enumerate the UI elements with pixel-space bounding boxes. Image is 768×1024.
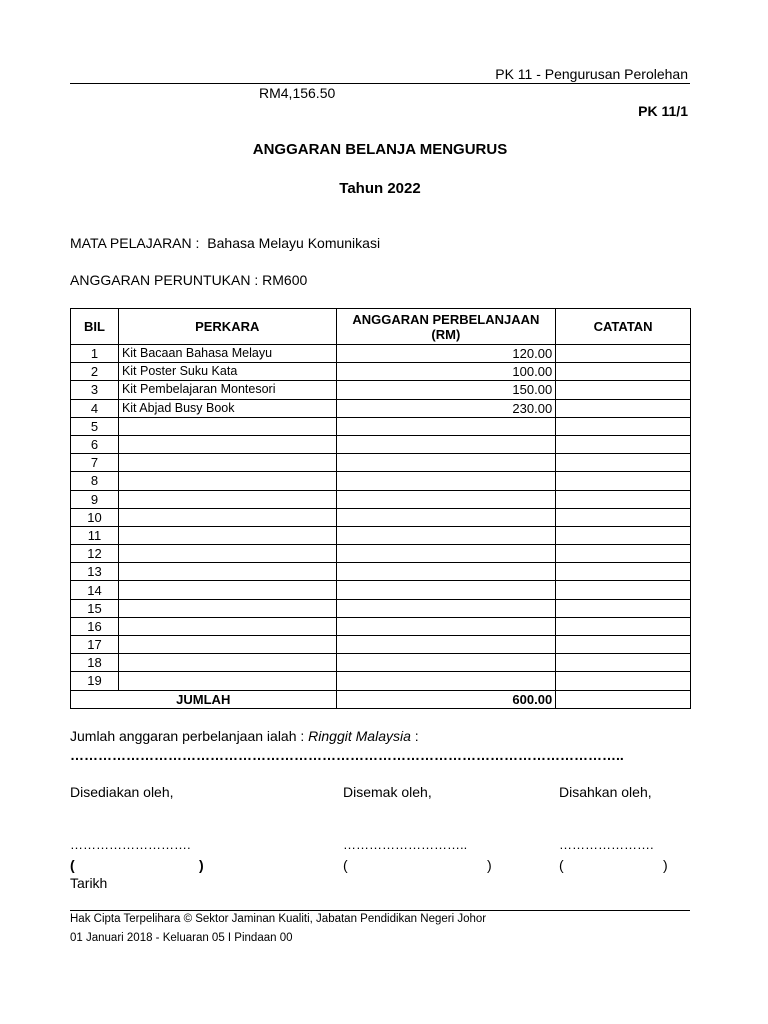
row-perkara — [118, 636, 336, 654]
row-bil: 18 — [71, 654, 119, 672]
signature-checked-label: Disemak oleh, — [343, 784, 432, 800]
summary-currency: Ringgit Malaysia — [308, 728, 411, 744]
signature-checked-paren-close: ) — [487, 857, 492, 873]
allocation-value: RM600 — [262, 272, 308, 288]
row-perkara — [118, 654, 336, 672]
table-row — [71, 435, 691, 453]
row-amount: 230.00 — [336, 399, 556, 417]
row-catatan — [556, 581, 691, 599]
row-perkara: Kit Pembelajaran Montesori — [118, 381, 336, 399]
header-anggaran-line2: (RM) — [431, 326, 461, 342]
row-bil: 16 — [71, 617, 119, 635]
allocation-field — [70, 272, 307, 288]
amount-note: RM4,156.50 — [259, 85, 336, 101]
row-amount — [336, 490, 556, 508]
row-bil: 7 — [71, 454, 119, 472]
header-divider — [70, 83, 690, 84]
row-catatan — [556, 454, 691, 472]
row-catatan — [556, 435, 691, 453]
row-catatan — [556, 636, 691, 654]
table-row — [71, 654, 691, 672]
document-year: Tahun 2022 — [339, 180, 421, 197]
row-catatan — [556, 672, 691, 690]
total-row — [71, 690, 691, 708]
row-amount — [336, 617, 556, 635]
signature-prepared-paren-close: ) — [199, 857, 204, 873]
table-row — [71, 526, 691, 544]
row-perkara — [118, 617, 336, 635]
row-bil: 8 — [71, 472, 119, 490]
row-bil: 2 — [71, 363, 119, 381]
table-row — [71, 672, 691, 690]
row-amount: 120.00 — [336, 345, 556, 363]
row-amount — [336, 672, 556, 690]
table-row — [71, 417, 691, 435]
summary-colon: : — [414, 728, 419, 744]
row-bil: 10 — [71, 508, 119, 526]
row-bil: 19 — [71, 672, 119, 690]
row-amount: 150.00 — [336, 381, 556, 399]
row-catatan — [556, 599, 691, 617]
footer-divider — [70, 910, 690, 911]
row-catatan — [556, 399, 691, 417]
signature-prepared-dots: ………………………. — [70, 837, 191, 852]
row-catatan — [556, 472, 691, 490]
table-row — [71, 454, 691, 472]
table-row — [71, 399, 691, 417]
signature-checked-paren-open: ( — [343, 857, 348, 873]
row-perkara — [118, 508, 336, 526]
row-amount — [336, 508, 556, 526]
header-anggaran-line1: ANGGARAN PERBELANJAAN — [352, 311, 540, 327]
row-amount — [336, 472, 556, 490]
row-amount — [336, 545, 556, 563]
row-perkara — [118, 581, 336, 599]
signature-prepared-label: Disediakan oleh, — [70, 784, 174, 800]
summary-text: Jumlah anggaran perbelanjaan ialah : — [70, 728, 305, 744]
row-bil: 6 — [71, 435, 119, 453]
row-amount — [336, 563, 556, 581]
row-bil: 4 — [71, 399, 119, 417]
total-value: 600.00 — [336, 690, 556, 708]
row-catatan — [556, 654, 691, 672]
header-catatan: CATATAN — [556, 309, 691, 345]
table-row — [71, 472, 691, 490]
row-catatan — [556, 545, 691, 563]
row-perkara — [118, 563, 336, 581]
row-bil: 1 — [71, 345, 119, 363]
subject-value: Bahasa Melayu Komunikasi — [207, 235, 381, 251]
table-row — [71, 599, 691, 617]
row-catatan — [556, 363, 691, 381]
row-perkara — [118, 599, 336, 617]
summary-dots: ……………………………………………………………………………………………………….. — [70, 747, 624, 763]
row-catatan — [556, 417, 691, 435]
table-row — [71, 563, 691, 581]
row-bil: 5 — [71, 417, 119, 435]
table-row — [71, 381, 691, 399]
row-amount — [336, 417, 556, 435]
row-catatan — [556, 381, 691, 399]
footer-copyright: Hak Cipta Terpelihara © Sektor Jaminan Kualiti, Jabatan Pendidikan Negeri Johor — [70, 913, 487, 925]
row-perkara — [118, 526, 336, 544]
table-row — [71, 581, 691, 599]
form-code: PK 11/1 — [638, 103, 688, 119]
summary-line — [70, 728, 419, 744]
header-bil: BIL — [71, 309, 119, 345]
signature-approved-paren-open: ( — [559, 857, 564, 873]
row-bil: 13 — [71, 563, 119, 581]
signature-approved-dots: …………………. — [559, 837, 654, 852]
row-amount — [336, 599, 556, 617]
budget-table — [70, 308, 691, 709]
row-amount — [336, 581, 556, 599]
row-catatan — [556, 490, 691, 508]
date-label: Tarikh — [70, 875, 108, 891]
header-perkara: PERKARA — [118, 309, 336, 345]
table-row — [71, 617, 691, 635]
row-bil: 3 — [71, 381, 119, 399]
row-perkara — [118, 545, 336, 563]
row-amount: 100.00 — [336, 363, 556, 381]
row-amount — [336, 654, 556, 672]
row-perkara — [118, 417, 336, 435]
row-amount — [336, 636, 556, 654]
table-header-row — [71, 309, 691, 345]
row-catatan — [556, 508, 691, 526]
header-anggaran — [336, 309, 556, 345]
table-row — [71, 490, 691, 508]
signature-approved-paren-close: ) — [663, 857, 668, 873]
signature-prepared-paren-open: ( — [70, 857, 75, 873]
table-row — [71, 545, 691, 563]
table-row — [71, 636, 691, 654]
row-perkara: Kit Bacaan Bahasa Melayu — [118, 345, 336, 363]
table-row — [71, 508, 691, 526]
table-row — [71, 363, 691, 381]
subject-field — [70, 235, 380, 251]
row-perkara — [118, 454, 336, 472]
row-catatan — [556, 563, 691, 581]
row-catatan — [556, 345, 691, 363]
row-bil: 9 — [71, 490, 119, 508]
header-reference: PK 11 - Pengurusan Perolehan — [495, 66, 688, 82]
row-perkara: Kit Poster Suku Kata — [118, 363, 336, 381]
row-bil: 14 — [71, 581, 119, 599]
row-perkara — [118, 672, 336, 690]
row-catatan — [556, 526, 691, 544]
row-bil: 11 — [71, 526, 119, 544]
row-amount — [336, 454, 556, 472]
row-bil: 12 — [71, 545, 119, 563]
total-catatan — [556, 690, 691, 708]
footer-edition: 01 Januari 2018 - Keluaran 05 I Pindaan 00 — [70, 932, 293, 944]
row-perkara: Kit Abjad Busy Book — [118, 399, 336, 417]
row-amount — [336, 526, 556, 544]
document-title: ANGGARAN BELANJA MENGURUS — [252, 141, 508, 158]
row-amount — [336, 435, 556, 453]
total-label: JUMLAH — [71, 690, 337, 708]
row-bil: 15 — [71, 599, 119, 617]
row-catatan — [556, 617, 691, 635]
row-perkara — [118, 435, 336, 453]
signature-checked-dots: ……………………….. — [343, 837, 468, 852]
row-perkara — [118, 472, 336, 490]
signature-approved-label: Disahkan oleh, — [559, 784, 652, 800]
allocation-label: ANGGARAN PERUNTUKAN : — [70, 272, 259, 288]
row-bil: 17 — [71, 636, 119, 654]
row-perkara — [118, 490, 336, 508]
table-row — [71, 345, 691, 363]
subject-label: MATA PELAJARAN : — [70, 235, 200, 251]
